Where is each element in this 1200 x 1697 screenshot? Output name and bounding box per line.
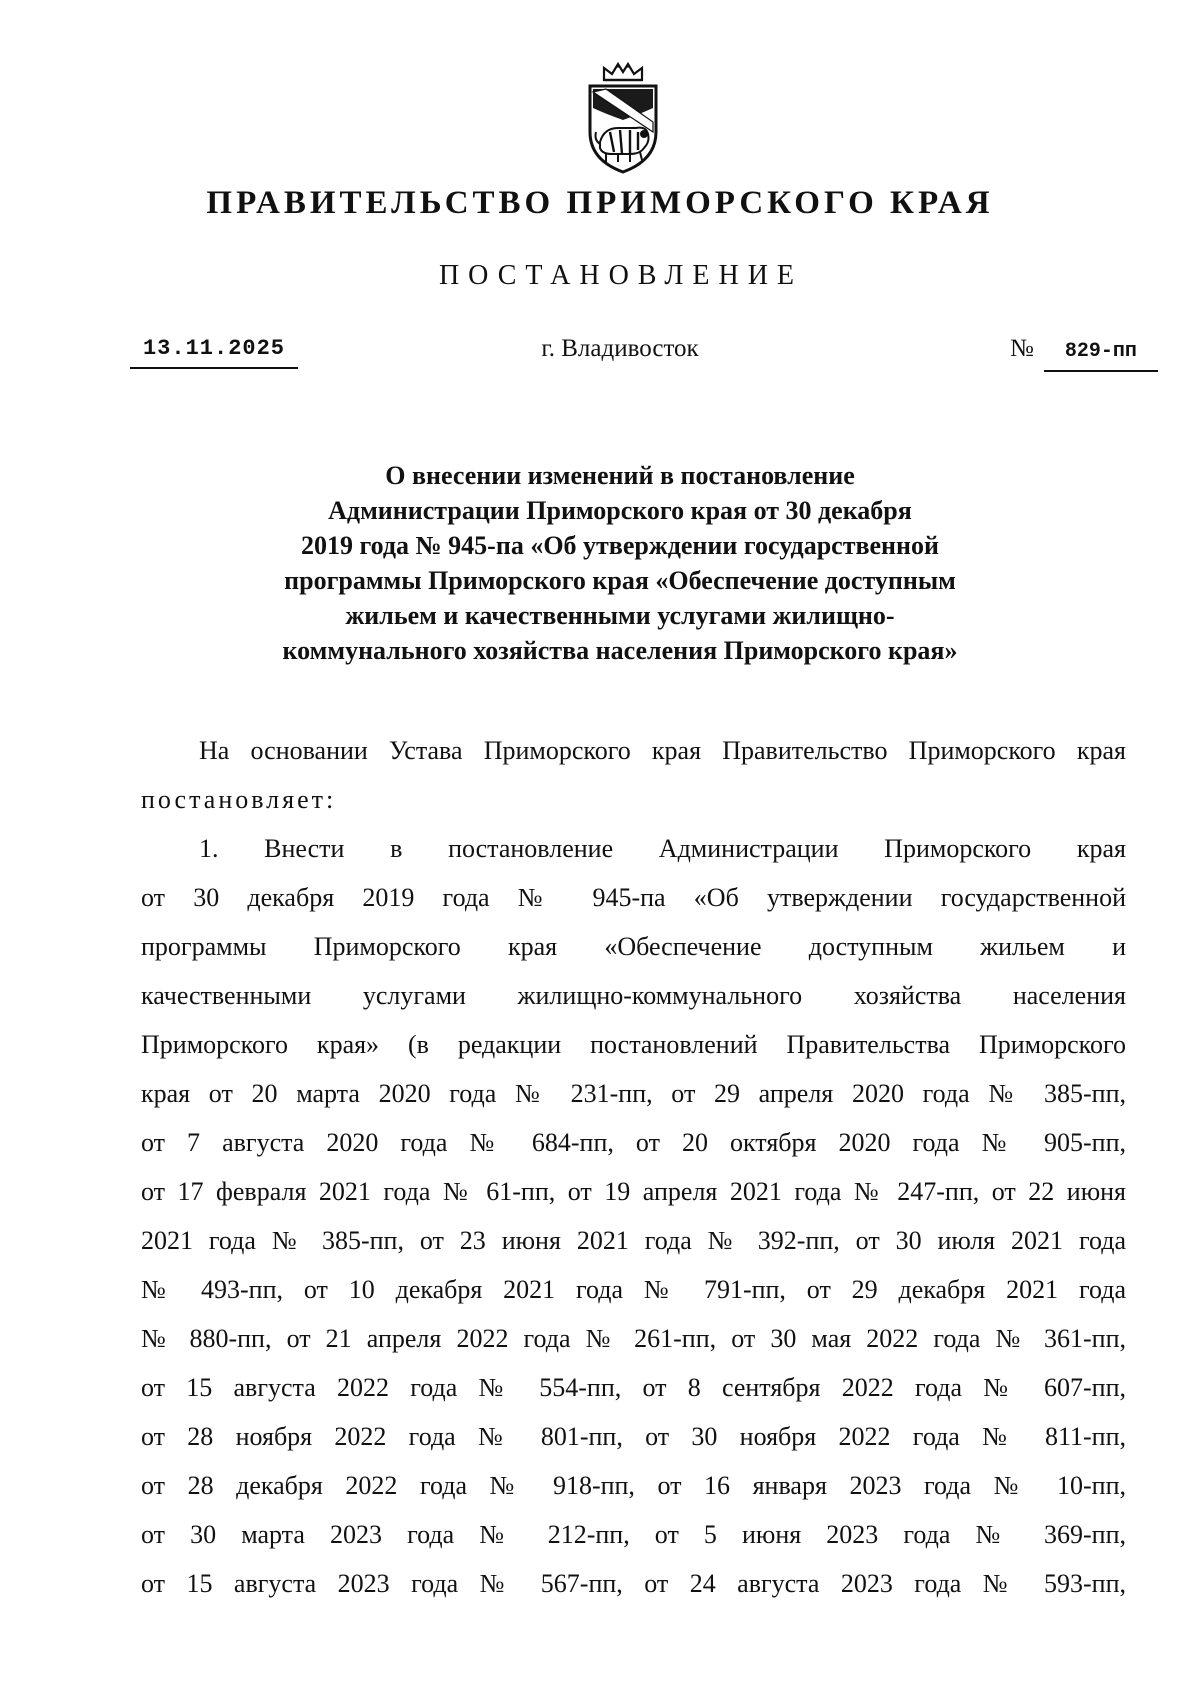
document-number-block xyxy=(1010,334,1158,372)
body-line: 1. Внести в постановление Администрации Приморского края xyxy=(199,834,1126,863)
body-line: качественными услугами жилищно-коммунального хозяйства населения xyxy=(141,981,1126,1010)
subject-line: О внесении изменений в постановление xyxy=(385,461,855,490)
subject-line: Администрации Приморского края от 30 декабря xyxy=(328,496,912,525)
primorsky-coat-of-arms-icon xyxy=(584,62,662,174)
organization-title: ПРАВИТЕЛЬСТВО ПРИМОРСКОГО КРАЯ xyxy=(206,185,994,221)
body-line: № 880-пп, от 21 апреля 2022 года № 261-пп, от 30 мая 2022 года № 361-пп, xyxy=(141,1324,1126,1353)
subject-line: 2019 года № 945-па «Об утверждении государственной xyxy=(300,531,939,560)
document-subject xyxy=(200,458,1040,668)
document-city: г. Владивосток xyxy=(541,335,699,362)
document-date: 13.11.2025 xyxy=(130,334,298,369)
document-number: 829-пп xyxy=(1044,337,1158,372)
number-sign: № xyxy=(1010,335,1034,362)
body-line: программы Приморского края «Обеспечение доступным жильем и xyxy=(141,932,1126,961)
body-line: края от 20 марта 2020 года № 231-пп, от 29 апреля 2020 года № 385-пп, xyxy=(141,1079,1126,1108)
body-line: На основании Устава Приморского края Правительство Приморского края xyxy=(199,736,1126,765)
body-line: от 15 августа 2023 года № 567-пп, от 24 августа 2023 года № 593-пп, xyxy=(141,1569,1126,1598)
body-line: Приморского края» (в редакции постановлений Правительства Приморского xyxy=(141,1030,1126,1059)
subject-line: коммунального хозяйства населения Приморского края» xyxy=(282,636,958,665)
body-line: от 28 декабря 2022 года № 918-пп, от 16 января 2023 года № 10-пп, xyxy=(141,1471,1126,1500)
body-line: 2021 года № 385-пп, от 23 июня 2021 года № 392-пп, от 30 июля 2021 года xyxy=(141,1226,1126,1255)
body-line: от 7 августа 2020 года № 684-пп, от 20 октября 2020 года № 905-пп, xyxy=(141,1128,1126,1157)
body-line: от 30 декабря 2019 года № 945-па «Об утверждении государственной xyxy=(141,883,1126,912)
subject-line: жильем и качественными услугами жилищно- xyxy=(345,601,895,630)
body-line: от 28 ноября 2022 года № 801-пп, от 30 ноября 2022 года № 811-пп, xyxy=(141,1422,1126,1451)
document-body xyxy=(141,736,1126,1618)
subject-line: программы Приморского края «Обеспечение доступным xyxy=(284,566,956,595)
document-type-title: ПОСТАНОВЛЕНИЕ xyxy=(438,260,804,291)
document-meta-row xyxy=(0,334,1200,378)
body-line: постановляет: xyxy=(141,785,337,814)
body-line: от 17 февраля 2021 года № 61-пп, от 19 апреля 2021 года № 247-пп, от 22 июня xyxy=(141,1177,1126,1206)
body-line: от 15 августа 2022 года № 554-пп, от 8 сентября 2022 года № 607-пп, xyxy=(141,1373,1126,1402)
body-line: от 30 марта 2023 года № 212-пп, от 5 июня 2023 года № 369-пп, xyxy=(141,1520,1126,1549)
body-line: № 493-пп, от 10 декабря 2021 года № 791-пп, от 29 декабря 2021 года xyxy=(141,1275,1126,1304)
